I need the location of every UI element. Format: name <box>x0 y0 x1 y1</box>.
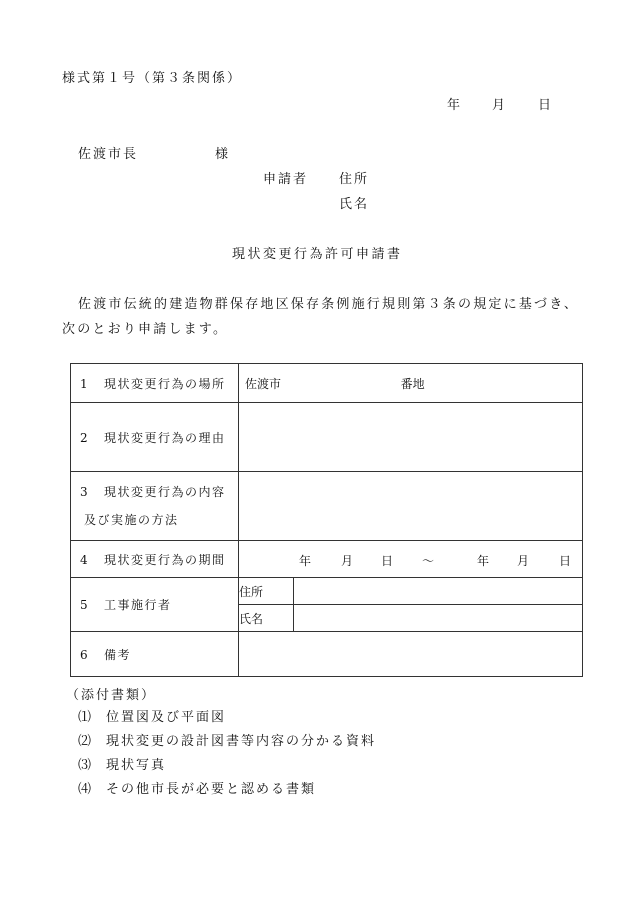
row-label <box>71 632 239 677</box>
item-text: その他市長が必要と認める書類 <box>106 782 317 797</box>
row-number: 4 <box>80 552 88 567</box>
date-day-label: 日 <box>538 98 552 113</box>
table-row <box>71 364 583 403</box>
contractor-name-field[interactable] <box>293 605 582 632</box>
period-start-day: 日 <box>381 554 394 568</box>
item-text: 現状変更の設計図書等内容の分かる資料 <box>106 734 377 749</box>
row-label <box>71 578 239 632</box>
period-end-year: 年 <box>477 554 490 568</box>
addressee-honorific: 様 <box>215 147 229 162</box>
contractor-cell <box>239 578 583 632</box>
item-text: 現状写真 <box>106 758 167 773</box>
table-row <box>71 541 583 578</box>
row-number: 1 <box>80 376 88 391</box>
form-number: 様式第１号（第３条関係） <box>62 71 243 86</box>
period-tilde: ～ <box>422 554 435 568</box>
item-number: ⑷ <box>78 782 92 797</box>
item-number: ⑶ <box>78 758 92 773</box>
list-item <box>78 706 376 730</box>
attachments-list <box>78 706 376 802</box>
item-text: 位置図及び平面図 <box>106 710 227 725</box>
table-row <box>71 472 583 541</box>
applicant-name-label: 氏名 <box>339 197 370 212</box>
list-item <box>78 778 376 802</box>
list-item <box>78 730 376 754</box>
date-year-label: 年 <box>447 98 461 113</box>
row-label-text: 現状変更行為の期間 <box>104 552 226 567</box>
application-table <box>70 363 583 677</box>
row-label <box>71 403 239 472</box>
item-number: ⑴ <box>78 710 92 725</box>
date-month-label: 月 <box>492 98 506 113</box>
row-number: 2 <box>80 430 88 445</box>
item-number: ⑵ <box>78 734 92 749</box>
applicant-address-label: 住所 <box>339 172 370 187</box>
contractor-address-label: 住所 <box>239 578 293 605</box>
list-item <box>78 754 376 778</box>
row-number: 6 <box>80 647 88 662</box>
body-text-line2: 次のとおり申請します。 <box>62 322 229 337</box>
row-label-text: 現状変更行為の理由 <box>104 430 226 445</box>
period-start-year: 年 <box>299 554 312 568</box>
location-city: 佐渡市 <box>245 376 282 391</box>
contractor-address-field[interactable] <box>293 578 582 605</box>
remarks-field[interactable] <box>239 632 583 677</box>
period-end-month: 月 <box>517 554 530 568</box>
document-title: 現状変更行為許可申請書 <box>232 247 403 262</box>
period-end-day: 日 <box>559 554 572 568</box>
content-method-field[interactable] <box>239 472 583 541</box>
row-label-text-line2: 及び実施の方法 <box>84 513 179 527</box>
addressee-mayor: 佐渡市長 <box>78 147 139 162</box>
row-label <box>71 472 239 541</box>
contractor-name-label: 氏名 <box>239 605 293 632</box>
table-row <box>71 403 583 472</box>
table-row <box>71 578 583 632</box>
attachments-heading: （添付書類） <box>66 688 157 703</box>
table-row <box>71 632 583 677</box>
row-label-text: 現状変更行為の場所 <box>104 376 226 391</box>
period-field[interactable] <box>239 541 583 578</box>
row-label <box>71 541 239 578</box>
location-banchi: 番地 <box>400 376 425 391</box>
reason-field[interactable] <box>239 403 583 472</box>
location-field[interactable] <box>239 364 583 403</box>
row-label-text: 備考 <box>104 647 132 662</box>
applicant-label: 申請者 <box>263 172 309 187</box>
row-label <box>71 364 239 403</box>
contractor-subtable <box>239 578 582 631</box>
period-start-month: 月 <box>341 554 354 568</box>
row-number: 3 <box>80 485 88 499</box>
row-label-text: 現状変更行為の内容 <box>104 485 226 499</box>
row-number: 5 <box>80 598 88 612</box>
body-text-line1: 佐渡市伝統的建造物群保存地区保存条例施行規則第３条の規定に基づき、 <box>78 297 580 312</box>
row-label-text: 工事施行者 <box>104 598 172 612</box>
